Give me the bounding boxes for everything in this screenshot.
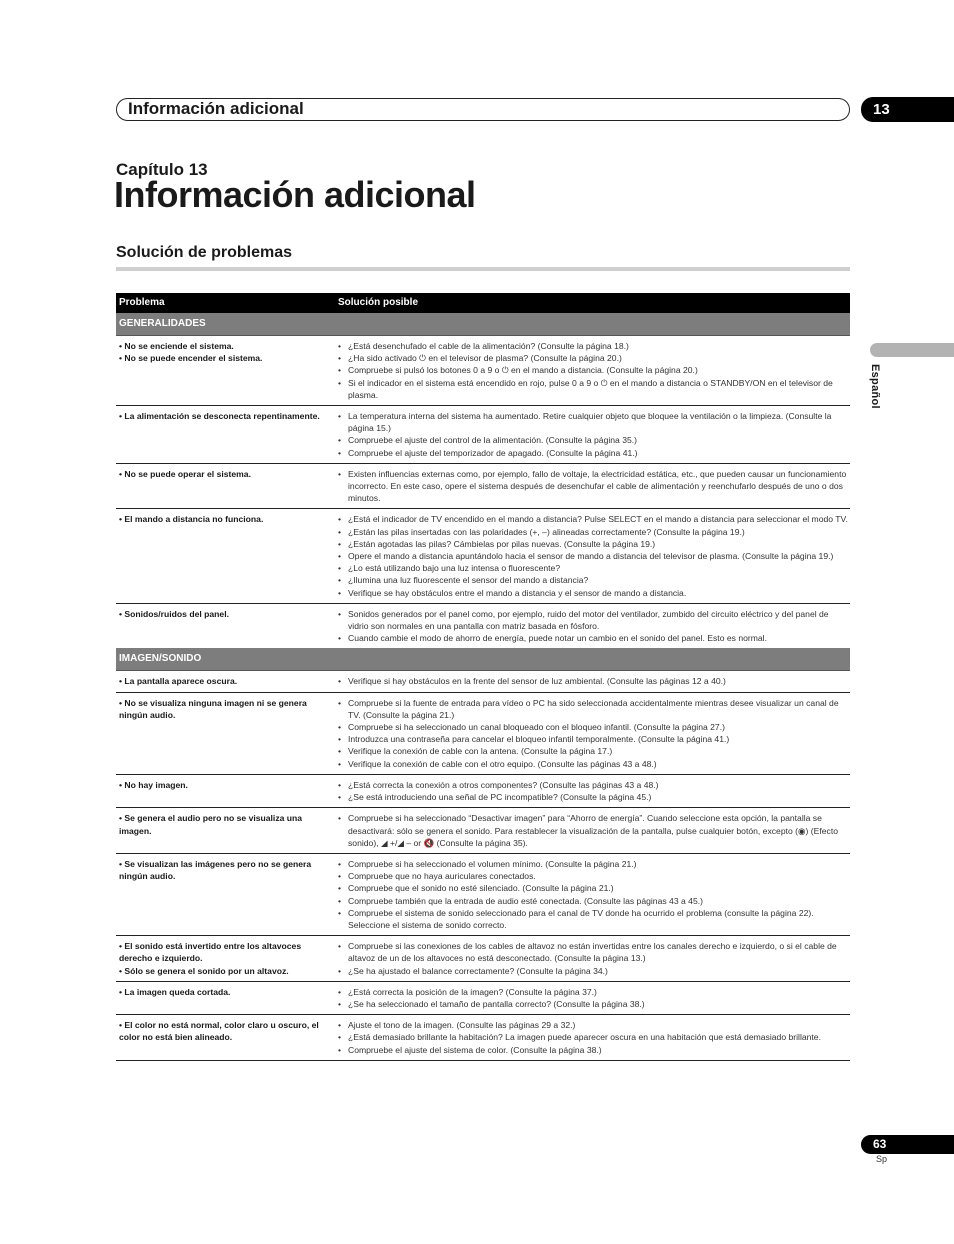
problem-text: • La imagen queda cortada.: [119, 986, 231, 997]
table-group-header: GENERALIDADES: [116, 313, 850, 336]
solution-item: • Compruebe si la fuente de entrada para vídeo o PC ha sido seleccionada accidentalmente mientras desee visualizar un canal de TV. (Consulte la página 21.): [335, 697, 850, 721]
problem-cell: [116, 940, 335, 977]
table-row: [116, 936, 850, 982]
solution-item: • Compruebe si ha seleccionado el volumen mínimo. (Consulte la página 21.): [335, 858, 850, 870]
solution-item: • Opere el mando a distancia apuntándolo hacia el sensor de mando a distancia del televisor de plasma. (Consulte la página 19.): [335, 550, 850, 562]
problem-cell: [116, 410, 335, 459]
problem-text: • No se visualiza ninguna imagen ni se genera ningún audio.: [119, 697, 307, 720]
solution-item: • Cuando cambie el modo de ahorro de energía, puede notar un cambio en el sonido del panel. Esto es normal.: [335, 632, 850, 644]
solution-item: • Compruebe que el sonido no esté silenciado. (Consulte la página 21.): [335, 882, 850, 894]
solution-item: • ¿Se ha seleccionado el tamaño de pantalla correcto? (Consulte la página 38.): [335, 998, 850, 1010]
table-row: [116, 464, 850, 510]
solution-item: • Compruebe si ha seleccionado un canal bloqueado con el bloqueo infantil. (Consulte la página 27.): [335, 721, 850, 733]
solution-item: • Verifique se hay obstáculos entre el mando a distancia y el sensor de mando a distancia.: [335, 587, 850, 599]
solution-list: [335, 940, 850, 977]
solution-item: • Verifique si hay obstáculos en la frente del sensor de luz ambiental. (Consulte las páginas 12 a 40.): [335, 675, 850, 687]
solution-list: [335, 812, 850, 849]
solution-item: • Compruebe el sistema de sonido seleccionado para el canal de TV donde ha ocurrido el problema (consulte la página 22). Seleccione el sistema de sonido correcto.: [335, 907, 850, 931]
section-rule: [116, 267, 850, 271]
problem-cell: [116, 858, 335, 931]
solution-item: • ¿Están agotadas las pilas? Cámbielas por pilas nuevas. (Consulte la página 19.): [335, 538, 850, 550]
table-row: [116, 406, 850, 464]
solution-item: • ¿Está correcta la conexión a otros componentes? (Consulte las páginas 43 a 48.): [335, 779, 850, 791]
problem-text: • Sonidos/ruidos del panel.: [119, 608, 229, 619]
table-row: [116, 509, 850, 603]
problem-text: • Se visualizan las imágenes pero no se genera ningún audio.: [119, 858, 312, 882]
solution-item: • Ajuste el tono de la imagen. (Consulte las páginas 29 a 32.): [335, 1019, 850, 1031]
troubleshooting-table: [116, 293, 850, 1061]
header-title: Información adicional: [128, 99, 304, 118]
page-number: 63: [861, 1135, 954, 1154]
solution-item: • Introduzca una contraseña para cancelar el bloqueo infantil temporalmente. (Consulte la página 41.): [335, 733, 850, 745]
solution-list: [335, 986, 850, 1010]
problem-text: • El sonido está invertido entre los altavoces derecho e izquierdo.: [119, 941, 302, 964]
problem-cell: [116, 513, 335, 598]
solution-list: [335, 858, 850, 931]
column-header-problem: Problema: [119, 297, 165, 308]
solution-item: • ¿Está desenchufado el cable de la alimentación? (Consulte la página 18.): [335, 340, 850, 352]
solution-item: • Compruebe también que la entrada de audio esté conectada. (Consulte las páginas 43 a 45.): [335, 895, 850, 907]
table-row: [116, 854, 850, 936]
problem-cell: [116, 608, 335, 645]
problem-text: • La pantalla aparece oscura.: [119, 676, 238, 687]
solution-item: • ¿Están las pilas insertadas con las polaridades (+, –) alineadas correctamente? (Consulte la página 19.): [335, 526, 850, 538]
table-row: [116, 1015, 850, 1061]
problem-cell: [116, 812, 335, 849]
solution-item: • Sonidos generados por el panel como, por ejemplo, ruido del motor del ventilador, zumbido del circuito eléctrico y del panel de vidrio son normales en una pantalla con matriz basada en fósforo.: [335, 608, 850, 632]
solution-item: • La temperatura interna del sistema ha aumentado. Retire cualquier objeto que bloquee la ventilación o la limpieza. (Consulte la página 15.): [335, 410, 850, 434]
table-row: [116, 808, 850, 854]
problem-cell: [116, 675, 335, 687]
solution-item: • ¿Ha sido activado ⏻ en el televisor de plasma? (Consulte la página 20.): [335, 352, 850, 364]
solution-list: [335, 513, 850, 598]
problem-text: • No se puede operar el sistema.: [119, 468, 251, 479]
solution-item: • Verifique la conexión de cable con el otro equipo. (Consulte las páginas 43 a 48.): [335, 758, 850, 770]
problem-cell: [116, 340, 335, 401]
solution-list: [335, 675, 850, 687]
table-group-header: IMAGEN/SONIDO: [116, 648, 850, 671]
chapter-number-tab: 13: [861, 97, 954, 122]
solution-list: [335, 697, 850, 770]
problem-text: • No se enciende el sistema.: [119, 341, 234, 351]
problem-text: • Se genera el audio pero no se visualiza una imagen.: [119, 813, 303, 836]
problem-cell: [116, 1019, 335, 1056]
problem-cell: [116, 779, 335, 803]
solution-item: • ¿Se ha ajustado el balance correctamente? (Consulte la página 34.): [335, 965, 850, 977]
solution-list: [335, 468, 850, 505]
problem-cell: [116, 468, 335, 505]
problem-text: • No hay imagen.: [119, 779, 188, 790]
problem-text: • No se puede encender el sistema.: [119, 353, 263, 364]
page-language-code: Sp: [876, 1154, 888, 1164]
solution-item: • Compruebe el ajuste del temporizador de apagado. (Consulte la página 41.): [335, 447, 850, 459]
solution-item: • Verifique la conexión de cable con la antena. (Consulte la página 17.): [335, 745, 850, 757]
table-row: [116, 775, 850, 808]
solution-item: • Compruebe si pulsó los botones 0 a 9 o ⏻ en el mando a distancia. (Consulte la página 20.): [335, 364, 850, 376]
solution-item: • ¿Está el indicador de TV encendido en el mando a distancia? Pulse SELECT en el mando a distancia para seleccionar el modo TV.: [335, 513, 850, 525]
table-row: [116, 671, 850, 692]
solution-item: • ¿Está demasiado brillante la habitación? La imagen puede aparecer oscura en una habitación que está demasiado brillante.: [335, 1031, 850, 1043]
table-row: [116, 693, 850, 775]
solution-list: [335, 410, 850, 459]
solution-item: • Compruebe el ajuste del sistema de color. (Consulte la página 38.): [335, 1044, 850, 1056]
chapter-label: Capítulo 13: [116, 160, 208, 179]
problem-text: • La alimentación se desconecta repentinamente.: [119, 411, 320, 422]
table-row: [116, 604, 850, 649]
solution-item: • Existen influencias externas como, por ejemplo, fallo de voltaje, la electricidad estática, etc., que pueden causar un funcionamiento incorrecto. En este caso, opere el sistema después de desenchufar el cable de alimentación y reenchufarlo después de uno o dos minutos.: [335, 468, 850, 505]
language-side-tab: [870, 343, 954, 357]
solution-item: • Compruebe si las conexiones de los cables de altavoz no están invertidas entre los canales derecho e izquierdo, o si el cable de altavoz de un de los altavoces no está desconectado. (Consulte la página 13.): [335, 940, 850, 964]
column-header-solution: Solución posible: [338, 297, 419, 308]
solution-list: [335, 340, 850, 401]
section-title: Solución de problemas: [116, 244, 293, 261]
table-body: [116, 313, 850, 1061]
solution-item: • Si el indicador en el sistema está encendido en rojo, pulse 0 a 9 o ⏻ en el mando a distancia o STANDBY/ON en el televisor de plasma.: [335, 377, 850, 401]
solution-item: • Compruebe si ha seleccionado “Desactivar imagen” para “Ahorro de energía”. Cuando seleccione esta opción, la pantalla se desactivará: sólo se genera el sonido. Para restablecer la visualización de la pantalla, pulse cualquier botón, excepto (◉) (Efecto sonido), ◢ +/◢ – or 🔇 (Consulte la página 35).: [335, 812, 850, 849]
problem-cell: [116, 697, 335, 770]
table-row: [116, 336, 850, 406]
problem-text: • El color no está normal, color claro u oscuro, el color no está bien alineado.: [119, 1020, 319, 1043]
page-title: Información adicional: [114, 174, 476, 215]
problem-text: • El mando a distancia no funciona.: [119, 514, 264, 525]
problem-cell: [116, 986, 335, 1010]
language-label: Español: [869, 364, 881, 409]
solution-item: • ¿Está correcta la posición de la imagen? (Consulte la página 37.): [335, 986, 850, 998]
solution-list: [335, 779, 850, 803]
solution-list: [335, 608, 850, 645]
solution-item: • Compruebe el ajuste del control de la alimentación. (Consulte la página 35.): [335, 434, 850, 446]
solution-item: • ¿Lo está utilizando bajo una luz intensa o fluorescente?: [335, 562, 850, 574]
solution-list: [335, 1019, 850, 1056]
table-row: [116, 982, 850, 1015]
solution-item: • ¿Ilumina una luz fluorescente el sensor del mando a distancia?: [335, 574, 850, 586]
solution-item: • Compruebe que no haya auriculares conectados.: [335, 870, 850, 882]
problem-text: • Sólo se genera el sonido por un altavoz.: [119, 965, 289, 976]
table-header: [116, 293, 850, 313]
solution-item: • ¿Se está introduciendo una señal de PC incompatible? (Consulte la página 45.): [335, 791, 850, 803]
